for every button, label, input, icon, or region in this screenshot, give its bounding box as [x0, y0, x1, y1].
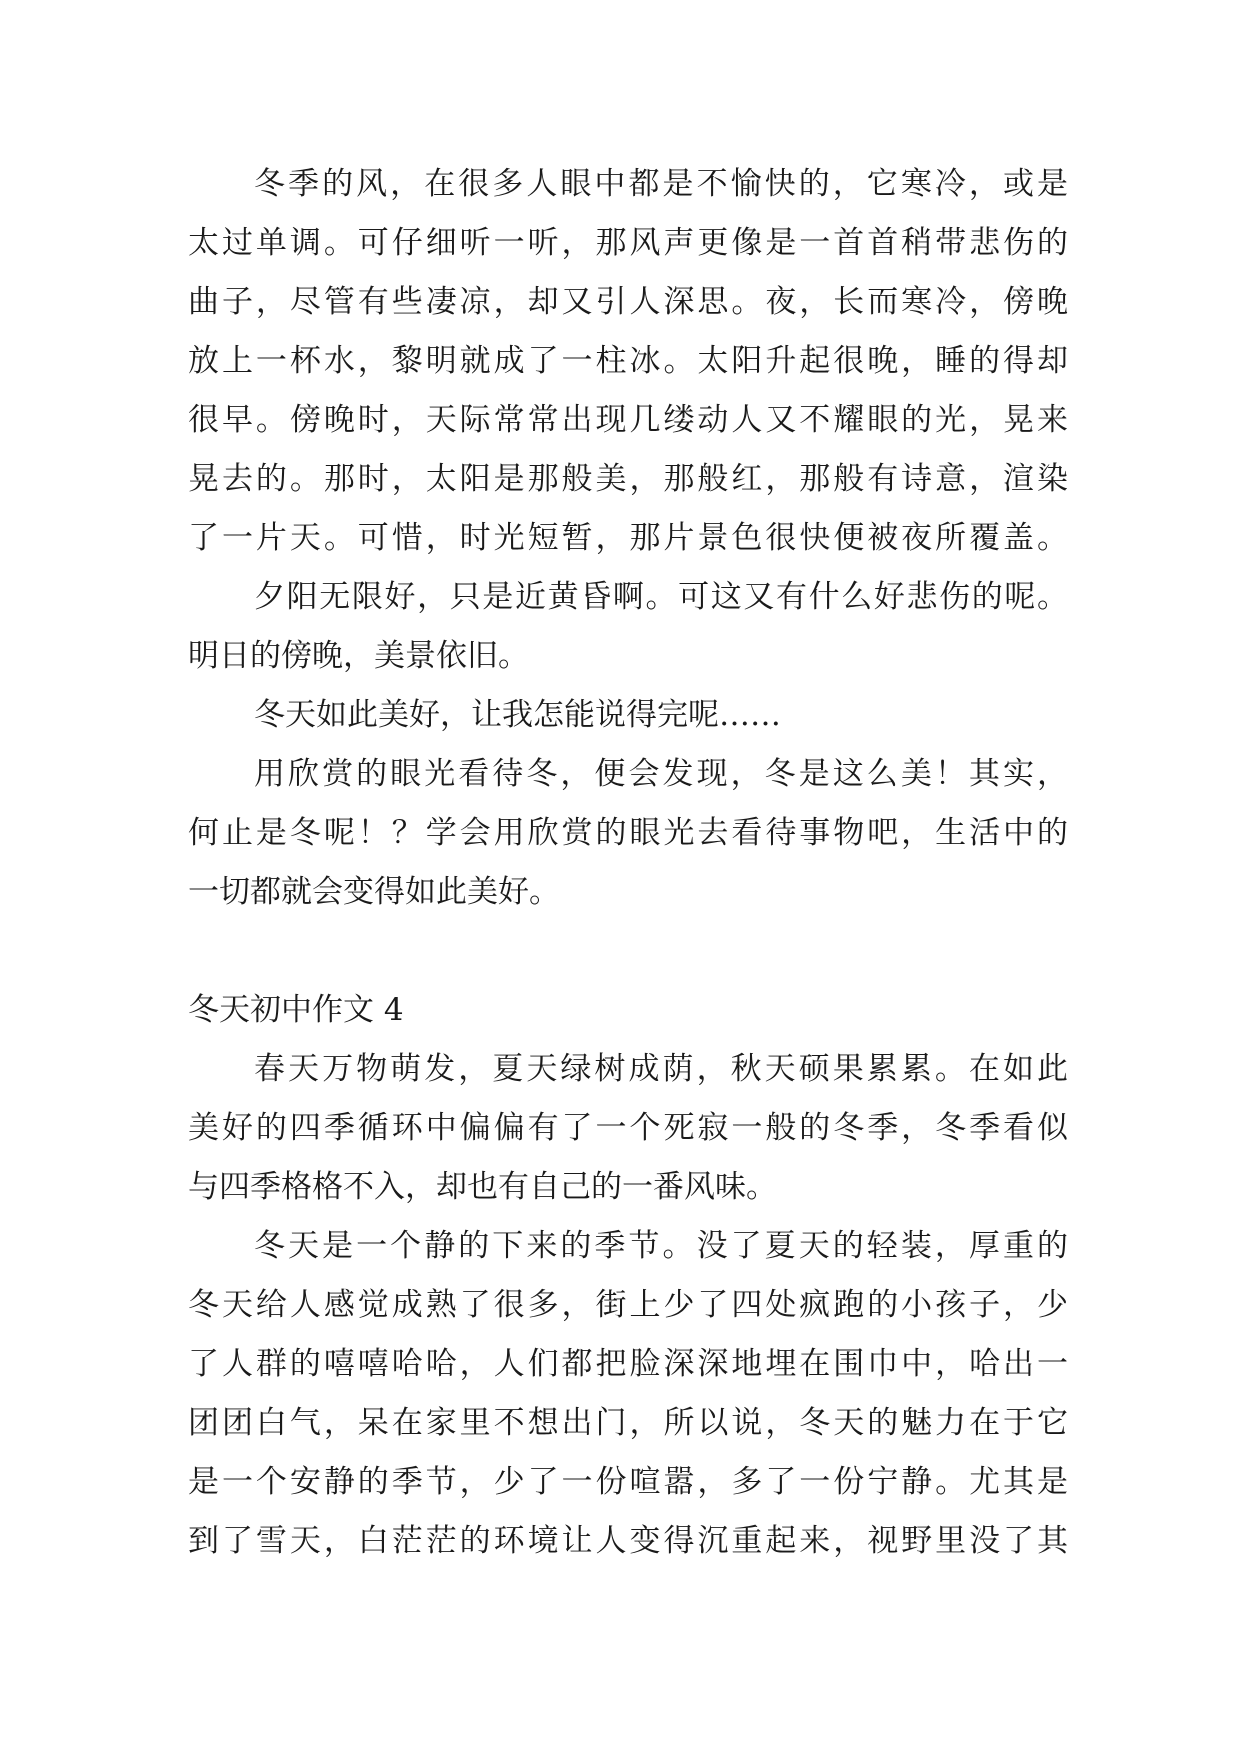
- document-body: [188, 155, 1068, 1571]
- text-line: 明日的傍晚，美景依旧。: [188, 638, 529, 674]
- text-line: 了一片天。可惜，时光短暂，那片景色很快便被夜所覆盖。: [188, 520, 1068, 556]
- text-line: 放上一杯水，黎明就成了一柱冰。太阳升起很晚，睡的得却: [188, 343, 1068, 379]
- text-line: 了人群的嘻嘻哈哈，人们都把脸深深地埋在围巾中，哈出一: [188, 1346, 1068, 1382]
- text-line: 团团白气，呆在家里不想出门，所以说，冬天的魅力在于它: [188, 1405, 1068, 1441]
- text-line: 何止是冬呢！？学会用欣赏的眼光去看待事物吧，生活中的: [188, 815, 1068, 851]
- text-line: 夕阳无限好，只是近黄昏啊。可这又有什么好悲伤的呢。: [254, 579, 1068, 615]
- text-line: 美好的四季循环中偏偏有了一个死寂一般的冬季，冬季看似: [188, 1110, 1068, 1146]
- text-line: 曲子，尽管有些凄凉，却又引人深思。夜，长而寒冷，傍晚: [188, 284, 1068, 320]
- text-line: 很早。傍晚时，天际常常出现几缕动人又不耀眼的光，晃来: [188, 402, 1068, 438]
- text-line: 到了雪天，白茫茫的环境让人变得沉重起来，视野里没了其: [188, 1523, 1068, 1559]
- paragraph-spacer: [188, 922, 1068, 981]
- text-line: 与四季格格不入，却也有自己的一番风味。: [188, 1169, 777, 1205]
- text-line: 是一个安静的季节，少了一份喧嚣，多了一份宁静。尤其是: [188, 1464, 1068, 1500]
- text-line: 冬天如此美好，让我怎能说得完呢……: [254, 697, 781, 733]
- section-heading: 冬天初中作文 4: [188, 992, 404, 1028]
- text-line: 冬天是一个静的下来的季节。没了夏天的轻装，厚重的: [254, 1228, 1068, 1264]
- text-line: 太过单调。可仔细听一听，那风声更像是一首首稍带悲伤的: [188, 225, 1068, 261]
- text-line: 冬季的风，在很多人眼中都是不愉快的，它寒冷，或是: [254, 166, 1068, 202]
- text-line: 用欣赏的眼光看待冬，便会发现，冬是这么美！其实，: [254, 756, 1068, 792]
- text-line: 晃去的。那时，太阳是那般美，那般红，那般有诗意，渲染: [188, 461, 1068, 497]
- text-line: 春天万物萌发，夏天绿树成荫，秋天硕果累累。在如此: [254, 1051, 1068, 1087]
- text-line: 冬天给人感觉成熟了很多，街上少了四处疯跑的小孩子，少: [188, 1287, 1068, 1323]
- text-line: 一切都就会变得如此美好。: [188, 874, 560, 910]
